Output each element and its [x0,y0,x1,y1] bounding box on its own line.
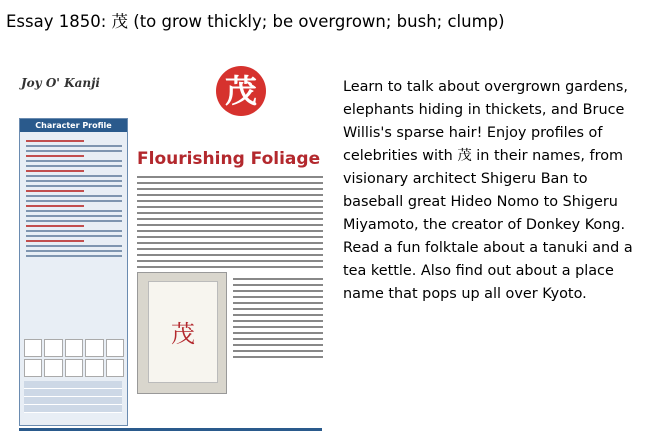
essay-headline: Flourishing Foliage [137,149,321,169]
essay-body-text [137,172,323,272]
essay-description: Learn to talk about overgrown gardens, elephants hiding in thickets, and Bruce Willis's sparse hair! Enjoy profiles of celebrities with 茂 in their names, from visionary architect Shigeru Ban to baseball great Hideo Nomo to Shigeru Miyamoto, the creator of Donkey Kong. Read a fun folktale about a tanuki and a tea kettle. Also find out about a place name that pops up all over Kyoto. [343,79,633,302]
featured-kanji: 茂 [216,66,266,116]
character-profile-sidebar [19,118,128,426]
photo-caption-text [233,274,323,362]
thumbnail-footer-bar [19,428,322,431]
card-kanji: 茂 [171,320,195,348]
joyo-kanji-logo: Joy O' Kanji [21,76,100,90]
stroke-order-grid [24,339,124,377]
sidebar-text [26,137,122,260]
page-title: Essay 1850: 茂 (to grow thickly; be overgrown; bush; clump) [6,12,505,31]
business-card-photo [137,272,227,394]
business-card [148,281,218,383]
essay-thumbnail[interactable] [13,44,328,437]
sidebar-title: Character Profile [20,119,127,132]
resources-table [24,381,122,413]
